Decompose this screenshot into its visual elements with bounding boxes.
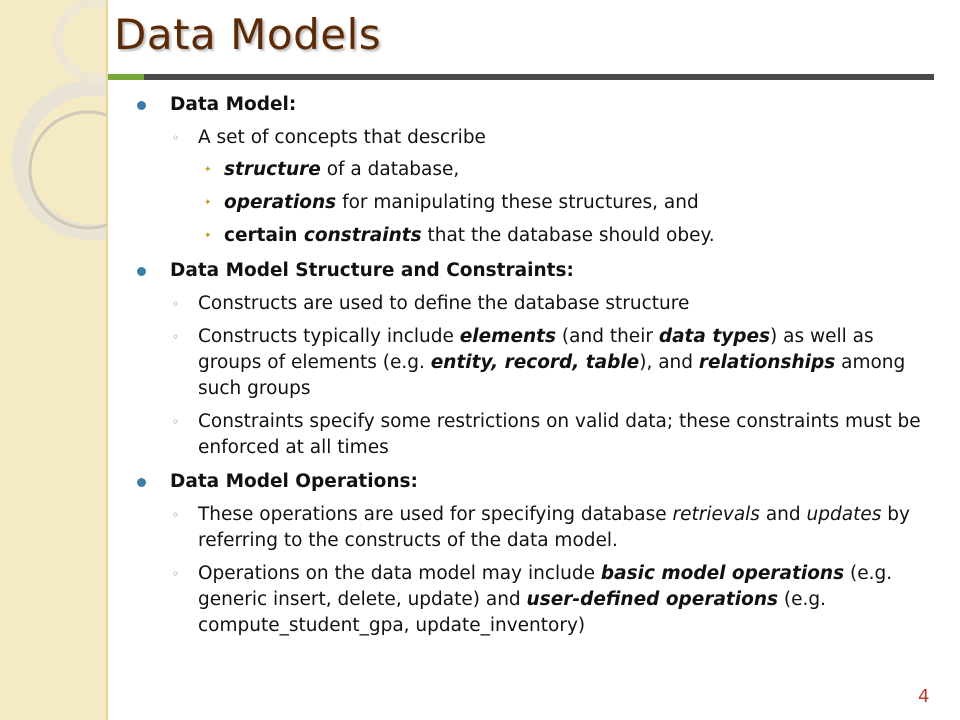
text-run: retrievals [672,504,760,525]
text-run: Constraints specify some restrictions on valid data; these constraints must be enforced at all times [198,411,921,458]
page-number: 4 [918,686,930,707]
bullet-level2 [134,502,934,554]
star-bullet-icon: ✦ [204,231,212,241]
bullet-level1 [134,469,934,495]
hollow-circle-bullet-icon: ◦ [172,508,180,522]
text-run: ), and [639,352,699,373]
decorative-circles [0,0,106,720]
title-rule-accent [108,74,144,80]
slide-title: Data Models [114,10,382,59]
bullet-level2 [134,291,934,317]
bullet-text: A set of concepts that describe [198,127,486,148]
text-run: by referring to the constructs of the data model. [198,504,910,551]
bullet-level2 [134,324,934,402]
bullet-dot-icon [137,267,146,276]
text-run: user-defined operations [526,589,779,610]
bullet-level1 [134,92,934,118]
star-bullet-icon: ✦ [204,165,212,175]
bullet-heading: Data Model Structure and Constraints: [170,260,574,281]
text-run: (and their [556,326,659,347]
bullet-heading: Data Model Operations: [170,471,418,492]
text-run: entity, record, table [430,352,640,373]
bullet-heading: Data Model: [170,94,297,115]
bullet-level2 [134,409,934,461]
hollow-circle-bullet-icon: ◦ [172,297,180,311]
text-run: These operations are used for specifying database [198,504,673,525]
bullet-level2 [134,561,934,639]
decorative-left-band [0,0,108,720]
text-run: that the database should obey. [421,225,715,246]
hollow-circle-bullet-icon: ◦ [172,131,180,145]
text-run: constraints [303,225,422,246]
text-run: Operations on the data model may include [198,563,601,584]
bullet-level3 [134,189,934,217]
text-run: basic model operations [600,563,845,584]
text-run: elements [459,326,557,347]
bullet-dot-icon [137,101,146,110]
text-run: of a database, [320,159,460,180]
star-bullet-icon: ✦ [204,198,212,208]
bullet-level3 [134,156,934,184]
text-run: updates [806,504,882,525]
text-run: relationships [698,352,836,373]
text-run: certain [224,225,304,246]
text-run: Constructs typically include [198,326,460,347]
hollow-circle-bullet-icon: ◦ [172,415,180,429]
hollow-circle-bullet-icon: ◦ [172,330,180,344]
text-run: and [759,504,807,525]
text-run: for manipulating these structures, and [336,192,699,213]
text-run: among such groups [198,352,906,399]
hollow-circle-bullet-icon: ◦ [172,567,180,581]
bullet-level1 [134,258,934,284]
text-run: Constructs are used to define the database structure [198,293,690,314]
bullet-level2 [134,125,934,151]
bullet-dot-icon [137,478,146,487]
text-run: operations [224,192,337,213]
text-run: (e.g. compute_student_gpa, update_inventory) [198,589,826,636]
text-run: structure [224,159,321,180]
text-run: (e.g. generic insert, delete, update) and [198,563,893,610]
slide-content [134,84,934,639]
bullet-level3 [134,222,934,250]
text-run: data types [658,326,771,347]
text-run: ) as well as groups of elements (e.g. [198,326,874,373]
title-rule [144,74,934,80]
